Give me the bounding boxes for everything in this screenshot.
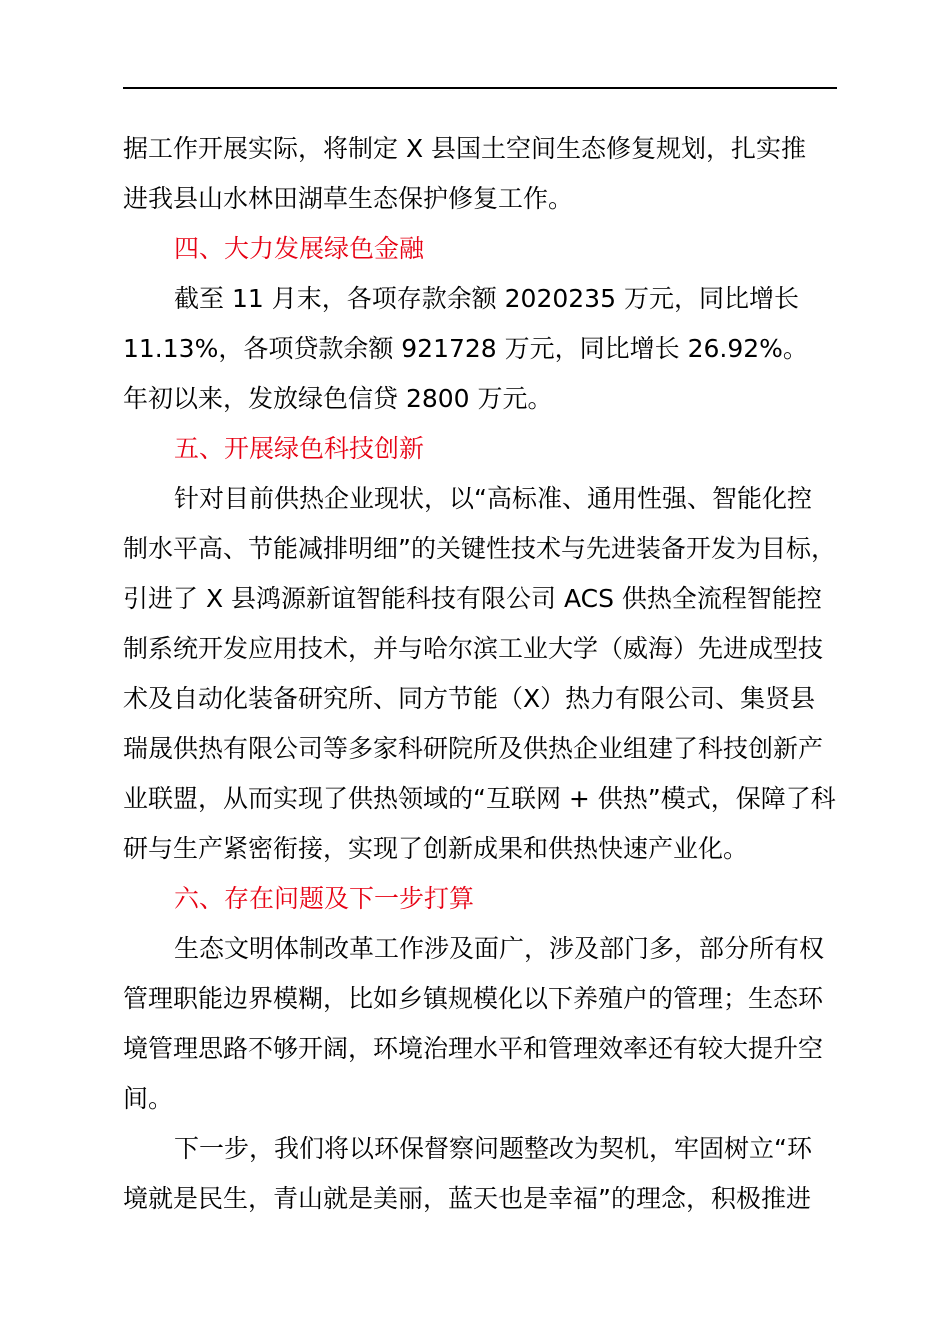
paragraph-line: 引进了 X 县鸿源新谊智能科技有限公司 ACS 供热全流程智能控 bbox=[123, 584, 822, 613]
paragraph-line: 进我县山水林田湖草生态保护修复工作。 bbox=[123, 184, 574, 213]
paragraph-line: 据工作开展实际，将制定 X 县国土空间生态修复规划，扎实推 bbox=[123, 134, 807, 163]
paragraph-line: 生态文明体制改革工作涉及面广，涉及部门多，部分所有权 bbox=[174, 934, 825, 963]
section-heading-4: 四、大力发展绿色金融 bbox=[174, 234, 425, 263]
paragraph-line: 管理职能边界模糊，比如乡镇规模化以下养殖户的管理；生态环 bbox=[123, 984, 824, 1013]
paragraph-line: 下一步，我们将以环保督察问题整改为契机，牢固树立“环 bbox=[174, 1134, 812, 1163]
paragraph-line: 11.13%，各项贷款余额 921728 万元，同比增长 26.92%。 bbox=[123, 334, 808, 363]
section-heading-6: 六、存在问题及下一步打算 bbox=[174, 884, 475, 913]
header-rule bbox=[123, 87, 837, 89]
paragraph-line: 研与生产紧密衔接，实现了创新成果和供热快速产业化。 bbox=[123, 834, 749, 863]
paragraph-line: 年初以来，发放绿色信贷 2800 万元。 bbox=[123, 384, 553, 413]
section-heading-5: 五、开展绿色科技创新 bbox=[174, 434, 425, 463]
paragraph-line: 境就是民生，青山就是美丽，蓝天也是幸福”的理念，积极推进 bbox=[123, 1184, 811, 1213]
paragraph-line: 瑞晟供热有限公司等多家科研院所及供热企业组建了科技创新产 bbox=[123, 734, 824, 763]
paragraph-line: 截至 11 月末，各项存款余额 2020235 万元，同比增长 bbox=[174, 284, 799, 313]
paragraph-line: 制系统开发应用技术，并与哈尔滨工业大学（威海）先进成型技 bbox=[123, 634, 824, 663]
paragraph-line: 境管理思路不够开阔，环境治理水平和管理效率还有较大提升空 bbox=[123, 1034, 824, 1063]
paragraph-line: 间。 bbox=[123, 1084, 174, 1113]
paragraph-line: 业联盟，从而实现了供热领域的“互联网 + 供热”模式，保障了科 bbox=[123, 784, 836, 813]
paragraph-line: 术及自动化装备研究所、同方节能（X）热力有限公司、集贤县 bbox=[123, 684, 816, 713]
paragraph-line: 针对目前供热企业现状，以“高标准、通用性强、智能化控 bbox=[174, 484, 812, 513]
paragraph-line: 制水平高、节能减排明细”的关键性技术与先进装备开发为目标， bbox=[123, 534, 836, 563]
